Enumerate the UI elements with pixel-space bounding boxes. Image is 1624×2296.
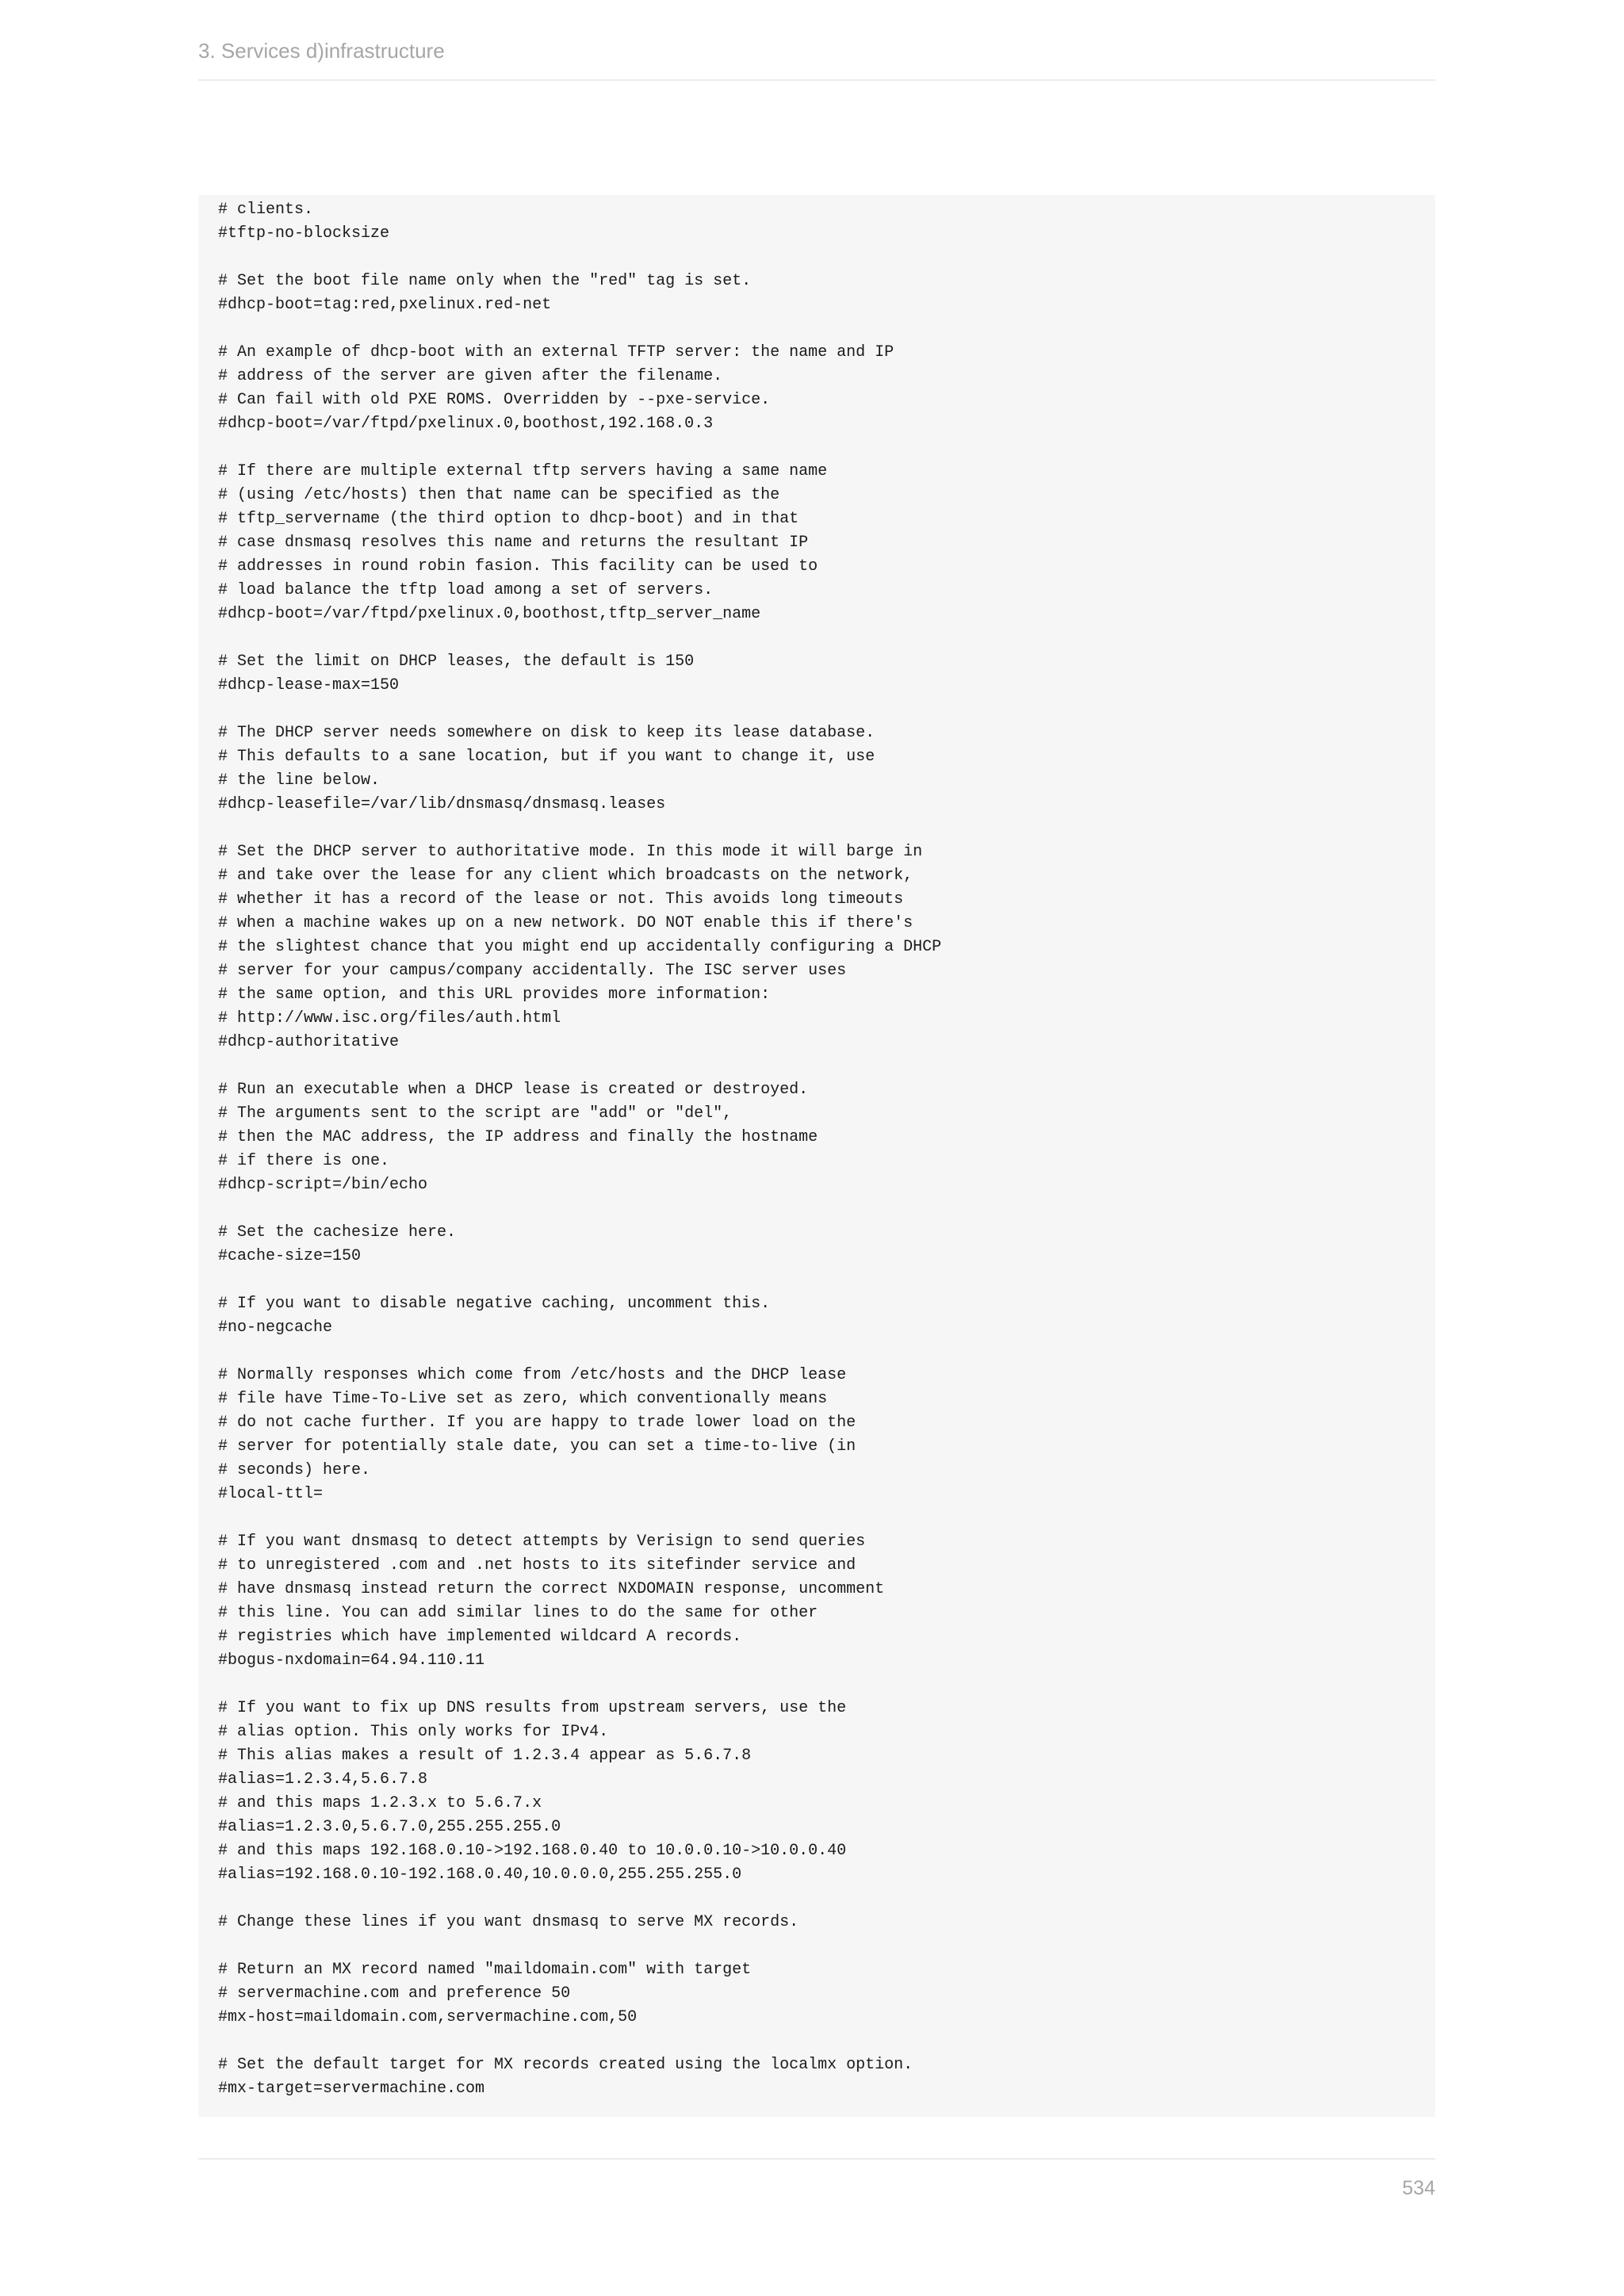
code-line [218,1673,1435,1697]
code-line [218,1197,1435,1221]
code-line: # the slightest chance that you might end up accidentally configuring a DHCP [218,938,942,956]
code-line: # The DHCP server needs somewhere on disk to keep its lease database. [218,724,875,742]
code-line: # An example of dhcp-boot with an external TFTP server: the name and IP [218,343,894,362]
code-line: # then the MAC address, the IP address and finally the hostname [218,1128,818,1146]
code-line: # the line below. [218,771,381,790]
code-line: #tftp-no-blocksize [218,224,390,243]
code-line: # If there are multiple external tftp servers having a same name [218,462,828,480]
code-line [218,1506,1435,1530]
code-line: # The arguments sent to the script are "add" or "del", [218,1104,733,1123]
code-line: # Return an MX record named "maildomain.com" with target [218,1961,752,1979]
code-line: #dhcp-leasefile=/var/lib/dnsmasq/dnsmasq.leases [218,795,666,813]
code-line: #dhcp-authoritative [218,1033,400,1051]
code-line: # Set the cachesize here. [218,1223,457,1242]
code-line: # when a machine wakes up on a new network. DO NOT enable this if there's [218,914,914,932]
code-line [218,1269,1435,1292]
code-line: #dhcp-boot=tag:red,pxelinux.red-net [218,296,552,314]
page-number: 534 [1402,2177,1435,2199]
code-line: # and take over the lease for any client which broadcasts on the network, [218,867,914,885]
code-line [218,1340,1435,1364]
code-line: #cache-size=150 [218,1247,362,1265]
code-line [218,317,1435,341]
code-line [218,698,1435,721]
code-line: # (using /etc/hosts) then that name can be specified as the [218,486,780,504]
code-line: #bogus-nxdomain=64.94.110.11 [218,1651,485,1670]
code-line: # and this maps 192.168.0.10->192.168.0.40 to 10.0.0.10->10.0.0.40 [218,1842,847,1860]
code-line: # Run an executable when a DHCP lease is created or destroyed. [218,1081,809,1099]
code-line: #local-ttl= [218,1485,324,1503]
code-line [218,626,1435,650]
code-line: # tftp_servername (the third option to dhcp-boot) and in that [218,510,799,528]
code-line: #dhcp-boot=/var/ftpd/pxelinux.0,boothost,tftp_server_name [218,605,761,623]
code-line [218,1887,1435,1911]
code-line: # If you want to fix up DNS results from upstream servers, use the [218,1699,847,1717]
code-line: #mx-host=maildomain.com,servermachine.com,50 [218,2008,638,2026]
code-line: # load balance the tftp load among a set of servers. [218,581,714,599]
code-line [218,817,1435,840]
code-line: # to unregistered .com and .net hosts to its sitefinder service and [218,1556,856,1575]
code-line: # addresses in round robin fasion. This facility can be used to [218,557,818,576]
code-line: # Change these lines if you want dnsmasq to serve MX records. [218,1913,799,1931]
code-line [218,436,1435,460]
code-line: # case dnsmasq resolves this name and returns the resultant IP [218,534,809,552]
code-line: # http://www.isc.org/files/auth.html [218,1009,561,1027]
code-line [218,1934,1435,1958]
code-line: # registries which have implemented wildcard A records. [218,1628,742,1646]
code-listing [198,195,1435,2117]
code-line: # Set the DHCP server to authoritative mode. In this mode it will barge in [218,843,923,861]
code-line: # Normally responses which come from /etc/hosts and the DHCP lease [218,1366,847,1384]
code-line: #dhcp-lease-max=150 [218,676,400,695]
code-line: # the same option, and this URL provides more information: [218,985,771,1004]
code-line: # whether it has a record of the lease or not. This avoids long timeouts [218,890,904,909]
code-line: # Set the boot file name only when the "red" tag is set. [218,272,752,290]
footer-divider [198,2158,1435,2160]
code-line: # server for potentially stale date, you can set a time-to-live (in [218,1437,856,1456]
code-line: # Set the default target for MX records created using the localmx option. [218,2056,914,2074]
code-line: # clients. [218,201,314,219]
code-line: # address of the server are given after the filename. [218,367,723,385]
code-line: # This alias makes a result of 1.2.3.4 appear as 5.6.7.8 [218,1747,752,1765]
code-line [218,2030,1435,2053]
code-line: #alias=1.2.3.0,5.6.7.0,255.255.255.0 [218,1818,561,1836]
code-line [218,1054,1435,1078]
code-line: #alias=1.2.3.4,5.6.7.8 [218,1770,428,1789]
code-line: #dhcp-script=/bin/echo [218,1176,428,1194]
code-line: # seconds) here. [218,1461,371,1479]
code-line: # servermachine.com and preference 50 [218,1984,571,2003]
code-line: # If you want dnsmasq to detect attempts by Verisign to send queries [218,1533,866,1551]
code-line: # if there is one. [218,1152,390,1170]
code-line: # this line. You can add similar lines to do the same for other [218,1604,818,1622]
code-line: # alias option. This only works for IPv4. [218,1723,609,1741]
code-line [218,246,1435,270]
code-line: # Set the limit on DHCP leases, the default is 150 [218,652,695,671]
running-header-title: 3. Services d)infrastructure [198,39,445,63]
code-line: # Can fail with old PXE ROMS. Overridden by --pxe-service. [218,391,771,409]
code-line: #alias=192.168.0.10-192.168.0.40,10.0.0.0,255.255.255.0 [218,1866,742,1884]
code-line: # server for your campus/company accidentally. The ISC server uses [218,962,847,980]
code-line: # have dnsmasq instead return the correct NXDOMAIN response, uncomment [218,1580,885,1598]
code-line: # If you want to disable negative caching, uncomment this. [218,1295,771,1313]
code-line: # file have Time-To-Live set as zero, which conventionally means [218,1390,828,1408]
page-header [198,38,1435,81]
code-line: #no-negcache [218,1318,333,1337]
code-line: # do not cache further. If you are happy to trade lower load on the [218,1414,856,1432]
code-line: # This defaults to a sane location, but if you want to change it, use [218,748,875,766]
code-line: # and this maps 1.2.3.x to 5.6.7.x [218,1794,542,1812]
code-line: #dhcp-boot=/var/ftpd/pxelinux.0,boothost,192.168.0.3 [218,415,714,433]
code-line: #mx-target=servermachine.com [218,2080,485,2098]
